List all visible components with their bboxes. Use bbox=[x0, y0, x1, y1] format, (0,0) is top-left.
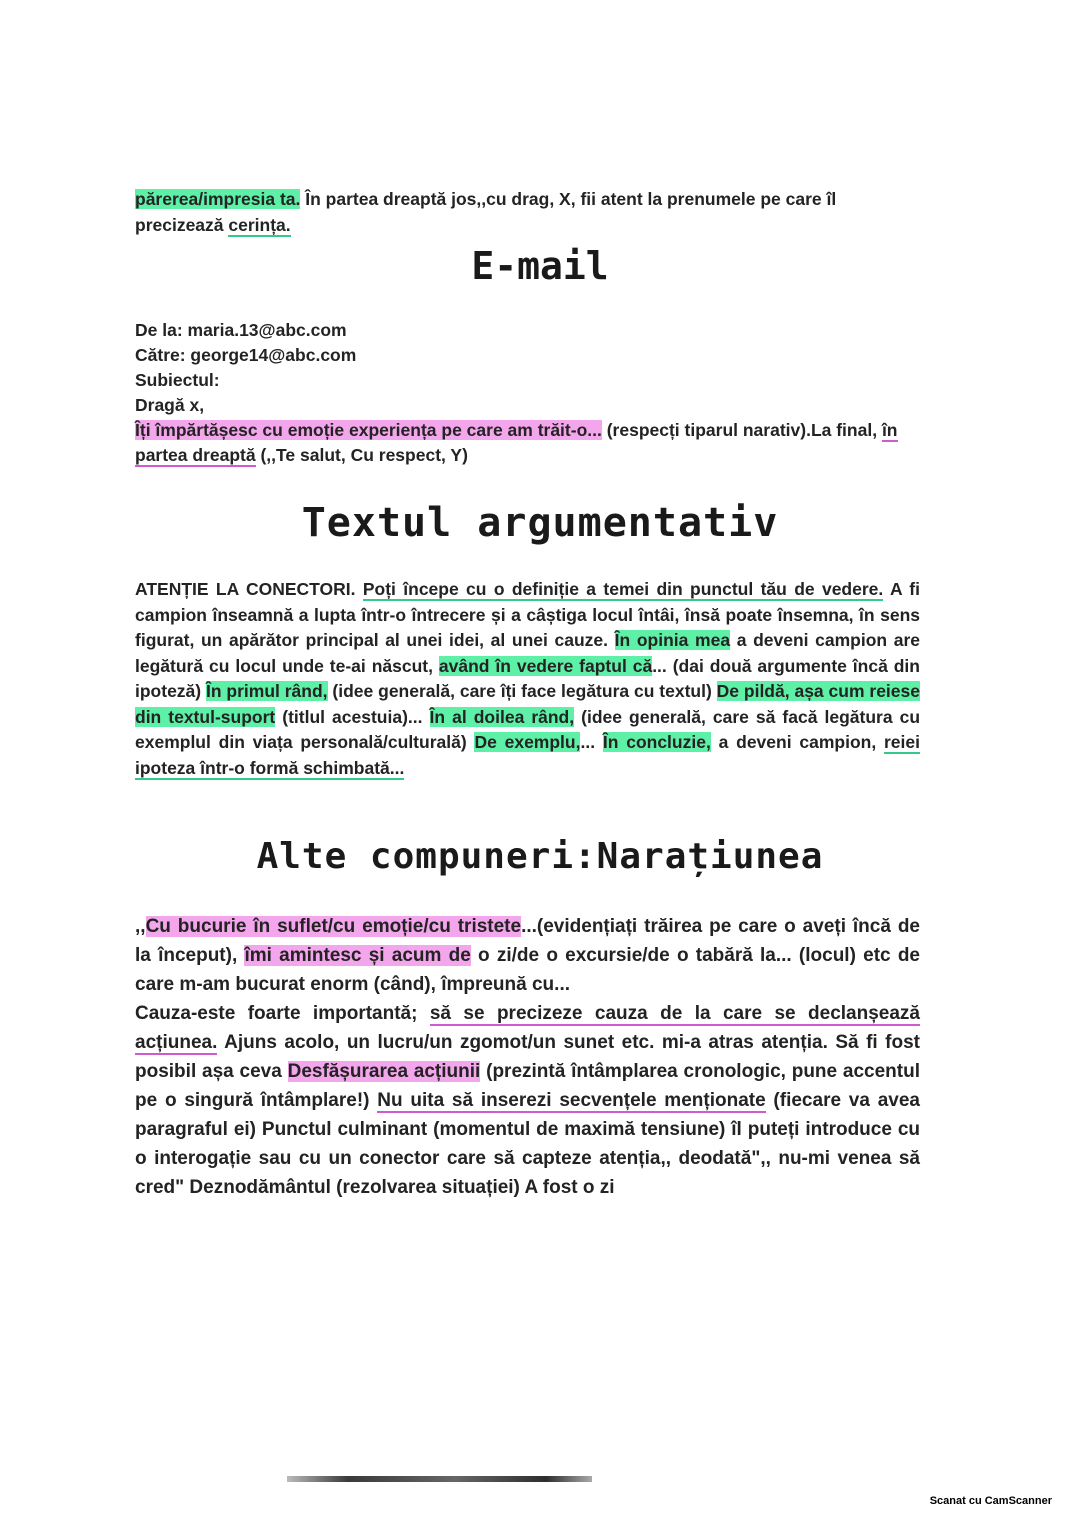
text: În partea dreaptă jos,,cu drag, X, fii atent la prenumele pe care îl precizează bbox=[135, 189, 837, 235]
text: A fi campion înseamnă a lupta într-o întrecere și a câștiga locul întâi, însă poate însemna, în sens figurat, un apărător principal al unei idei, al unei cauze. bbox=[135, 579, 920, 650]
highlight: De pildă, așa cum reiese din textul-suport bbox=[135, 681, 920, 727]
text: (idee generală, care îți face legătura cu textul) bbox=[327, 681, 717, 701]
highlight: îmi amintesc și acum de bbox=[244, 945, 471, 966]
highlight: În opinia mea bbox=[614, 630, 731, 650]
highlight: părerea/impresia ta. bbox=[135, 189, 301, 209]
email-from-line: De la: maria.13@abc.com bbox=[135, 320, 347, 340]
text: o zi/de o excursie/de o tabără la... (locul) etc de care m-am bucurat enorm (când), împreună cu... bbox=[135, 945, 920, 995]
email-block bbox=[135, 318, 920, 468]
email-heading: E-mail bbox=[471, 244, 609, 288]
argumentative-paragraph bbox=[135, 577, 920, 781]
highlight: De exemplu, bbox=[474, 732, 581, 752]
email-body bbox=[135, 418, 920, 468]
text: ...(evidențiați trăirea pe care o aveți încă de la început), bbox=[135, 916, 920, 966]
scan-artifact-bar bbox=[287, 1476, 592, 1482]
narration-line bbox=[135, 999, 920, 1202]
underline: să se precizeze cauza de la care se declanșează acțiunea. bbox=[135, 1003, 920, 1053]
email-greeting: Dragă x, bbox=[135, 395, 205, 415]
argumentative-heading: Textul argumentativ bbox=[301, 500, 779, 546]
text: a deveni campion, bbox=[710, 732, 884, 752]
text: (fiecare va avea paragraful ei) Punctul culminant (momentul de maximă tensiune) îl puteți introduce cu o interogație sau cu un conector care să capteze atenția,, deodată",, nu-mi venea să cred" Deznodământul (rezolvarea situației) A fost o zi bbox=[135, 1090, 920, 1198]
camscanner-watermark: Scanat cu CamScanner bbox=[929, 1495, 1052, 1507]
text: (idee generală, care să facă legătura cu exemplul din viața personală/culturală) bbox=[135, 706, 921, 752]
email-to-line: Către: george14@abc.com bbox=[135, 345, 357, 365]
text: ... (dai două argumente încă din ipoteză) bbox=[135, 655, 920, 701]
underline: în partea dreaptă bbox=[135, 420, 898, 465]
narration-paragraph bbox=[135, 912, 920, 1202]
underline: reiei ipoteza într-o formă schimbată... bbox=[135, 732, 920, 778]
text: (respecți tiparul narativ).La final, bbox=[601, 420, 882, 440]
highlight: având în vedere faptul că bbox=[438, 655, 653, 676]
text: (,,Te salut, Cu respect, Y) bbox=[255, 445, 468, 465]
text: ATENȚIE LA CONECTORI. bbox=[135, 579, 363, 599]
highlight: Desfășurarea acțiunii bbox=[287, 1061, 481, 1082]
highlight: Îți împărtășesc cu emoție experiența pe care am trăit-o... bbox=[135, 420, 602, 440]
text: Ajuns acolo, un lucru/un zgomot/un sunet etc. mi-a atras atenția. Să fi fost posibil așa ceva bbox=[135, 1032, 920, 1082]
highlight: Cu bucurie în suflet/cu emoție/cu tristete bbox=[145, 916, 522, 937]
text: a deveni campion are legătură cu locul unde te-ai născut, bbox=[135, 630, 921, 676]
email-subject-line: Subiectul: bbox=[135, 370, 220, 390]
highlight: În al doilea rând, bbox=[429, 706, 575, 727]
highlight: În primul rând, bbox=[205, 681, 328, 701]
text: (titlul acestuia)... bbox=[275, 706, 430, 727]
underline: Poți începe cu o definiție a temei din punctul tău de vedere. bbox=[362, 579, 884, 599]
text: ,, bbox=[135, 916, 146, 937]
text: Cauza-este foarte importantă; bbox=[135, 1003, 430, 1024]
highlight: În concluzie, bbox=[602, 732, 711, 752]
narration-heading: Alte compuneri:Narațiunea bbox=[256, 836, 824, 877]
text: (prezintă întâmplarea cronologic, pune accentul pe o singură întâmplare!) bbox=[135, 1061, 920, 1111]
text: ... bbox=[580, 732, 603, 752]
narration-line bbox=[135, 912, 920, 999]
underline: Nu uita să inserezi secvențele menționate bbox=[377, 1090, 766, 1111]
underline: cerința. bbox=[228, 215, 291, 235]
intro-paragraph bbox=[135, 186, 920, 238]
